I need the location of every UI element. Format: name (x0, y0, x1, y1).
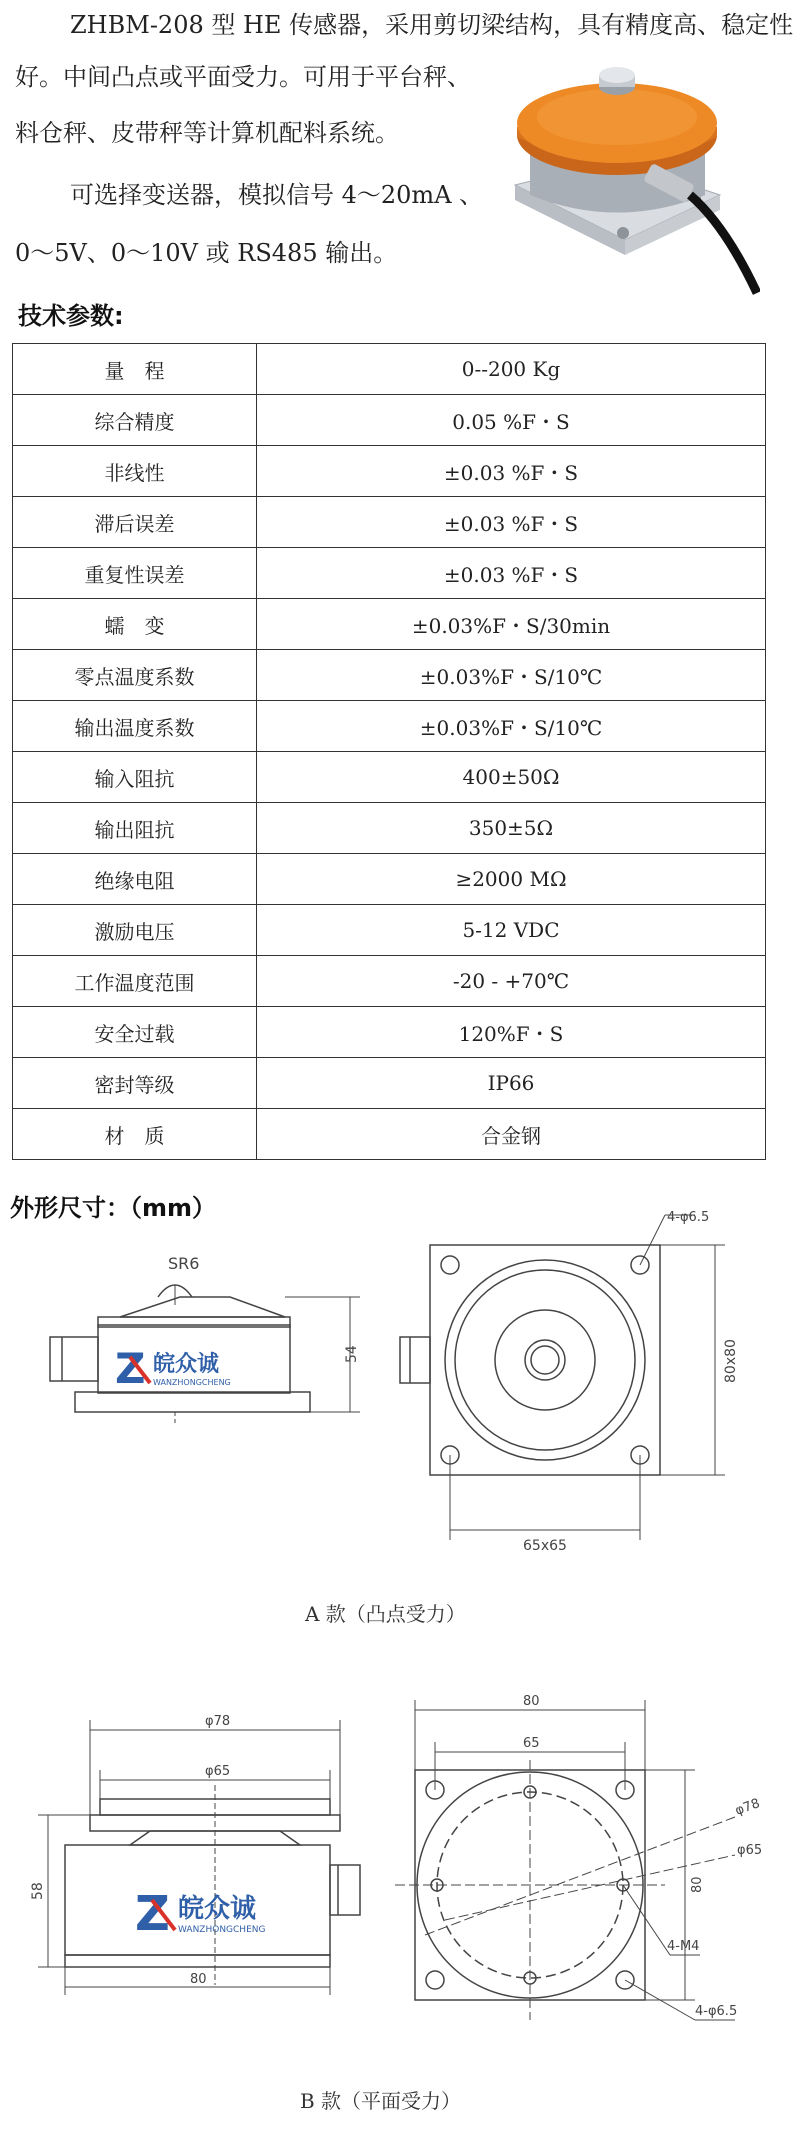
spec-value: 合金钢 (257, 1109, 766, 1160)
spec-name: 安全过载 (13, 1007, 257, 1058)
table-row (13, 854, 766, 905)
spec-name: 输出温度系数 (13, 701, 257, 752)
height-58-label: 58 (30, 1882, 46, 1900)
spec-name: 密封等级 (13, 1058, 257, 1109)
table-row (13, 1058, 766, 1109)
spec-name: 绝缘电阻 (13, 854, 257, 905)
spec-value: ±0.03%F・S/10℃ (257, 701, 766, 752)
spec-name: 综合精度 (13, 395, 257, 446)
drawing-b-top-view (395, 1690, 775, 2050)
spec-name: 零点温度系数 (13, 650, 257, 701)
table-row (13, 497, 766, 548)
table-row (13, 803, 766, 854)
intro-line-3: 料仓秤、皮带秤等计算机配料系统。 (15, 119, 399, 147)
right-d78-label: φ78 (733, 1796, 762, 1819)
table-row (13, 956, 766, 1007)
spec-value: ±0.03 %F・S (257, 446, 766, 497)
spec-value: 0.05 %F・S (257, 395, 766, 446)
drawing-a-top-view (395, 1205, 765, 1575)
table-row (13, 548, 766, 599)
sr-label: SR6 (168, 1254, 200, 1273)
specs-table (12, 343, 766, 1160)
d78-label: φ78 (205, 1714, 231, 1729)
logo-b (135, 1886, 265, 1942)
m4-label: 4-M4 (667, 1939, 700, 1954)
spec-name: 滞后误差 (13, 497, 257, 548)
spec-value: ≥2000 MΩ (257, 854, 766, 905)
spec-value: -20 - +70℃ (257, 956, 766, 1007)
spec-value: ±0.03%F・S/30min (257, 599, 766, 650)
caption-b: B 款（平面受力） (300, 2089, 462, 2113)
drawing-a-side-view (20, 1245, 380, 1545)
height-54-label: 54 (344, 1345, 360, 1363)
table-row (13, 344, 766, 395)
table-row (13, 752, 766, 803)
bottom-65x65-label: 65x65 (523, 1538, 567, 1554)
logo-b-sub: WANZHONGCHENG (178, 1925, 266, 1935)
dimensions-title: 外形尺寸：（mm） (10, 1194, 217, 1222)
spec-name: 重复性误差 (13, 548, 257, 599)
logo-sub: WANZHONGCHENG (153, 1378, 231, 1387)
top80-label: 80 (523, 1694, 540, 1709)
spec-name: 输入阻抗 (13, 752, 257, 803)
spec-name: 工作温度范围 (13, 956, 257, 1007)
top65-label: 65 (523, 1736, 540, 1751)
table-row (13, 905, 766, 956)
intro-line-5: 0～5V、0～10V 或 RS485 输出。 (15, 239, 398, 267)
holes-label: 4-φ6.5 (667, 1210, 710, 1225)
spec-name: 激励电压 (13, 905, 257, 956)
table-row (13, 446, 766, 497)
spec-name: 非线性 (13, 446, 257, 497)
spec-value: 5-12 VDC (257, 905, 766, 956)
intro-section (0, 0, 800, 300)
d65-label: φ65 (205, 1764, 231, 1779)
table-row (13, 599, 766, 650)
table-row (13, 1007, 766, 1058)
table-row (13, 701, 766, 752)
width-80-label: 80 (190, 1972, 207, 1987)
logo-b-name: 皖众诚 (178, 1894, 257, 1924)
right-d65-label: φ65 (737, 1843, 763, 1858)
intro-line-1: ZHBM-208 型 HE 传感器，采用剪切梁结构，具有精度高、稳定性 (70, 11, 794, 39)
spec-value: 0--200 Kg (257, 344, 766, 395)
spec-value: 400±50Ω (257, 752, 766, 803)
drawing-b-side-view (20, 1685, 390, 2025)
logo-name: 皖众诚 (153, 1352, 220, 1377)
spec-value: 350±5Ω (257, 803, 766, 854)
spec-name: 蠕 变 (13, 599, 257, 650)
spec-value: IP66 (257, 1058, 766, 1109)
intro-line-2: 好。中间凸点或平面受力。可用于平台秤、 (15, 63, 471, 91)
right80-label: 80 (690, 1876, 705, 1893)
intro-line-4: 可选择变送器，模拟信号 4～20mA 、 (70, 181, 484, 209)
spec-value: ±0.03 %F・S (257, 548, 766, 599)
product-image (495, 55, 760, 295)
holes-b-label: 4-φ6.5 (695, 2004, 738, 2019)
logo-mark: Z (115, 1344, 146, 1393)
spec-name: 量 程 (13, 344, 257, 395)
caption-a: A 款（凸点受力） (305, 1602, 466, 1626)
logo (115, 1344, 231, 1393)
logo-b-mark: Z (135, 1886, 170, 1942)
spec-value: 120%F・S (257, 1007, 766, 1058)
table-row (13, 395, 766, 446)
table-row (13, 1109, 766, 1160)
specs-title: 技术参数: (18, 302, 124, 330)
table-row (13, 650, 766, 701)
spec-value: ±0.03 %F・S (257, 497, 766, 548)
spec-name: 材 质 (13, 1109, 257, 1160)
spec-name: 输出阻抗 (13, 803, 257, 854)
spec-value: ±0.03%F・S/10℃ (257, 650, 766, 701)
side-80x80-label: 80x80 (723, 1339, 739, 1383)
